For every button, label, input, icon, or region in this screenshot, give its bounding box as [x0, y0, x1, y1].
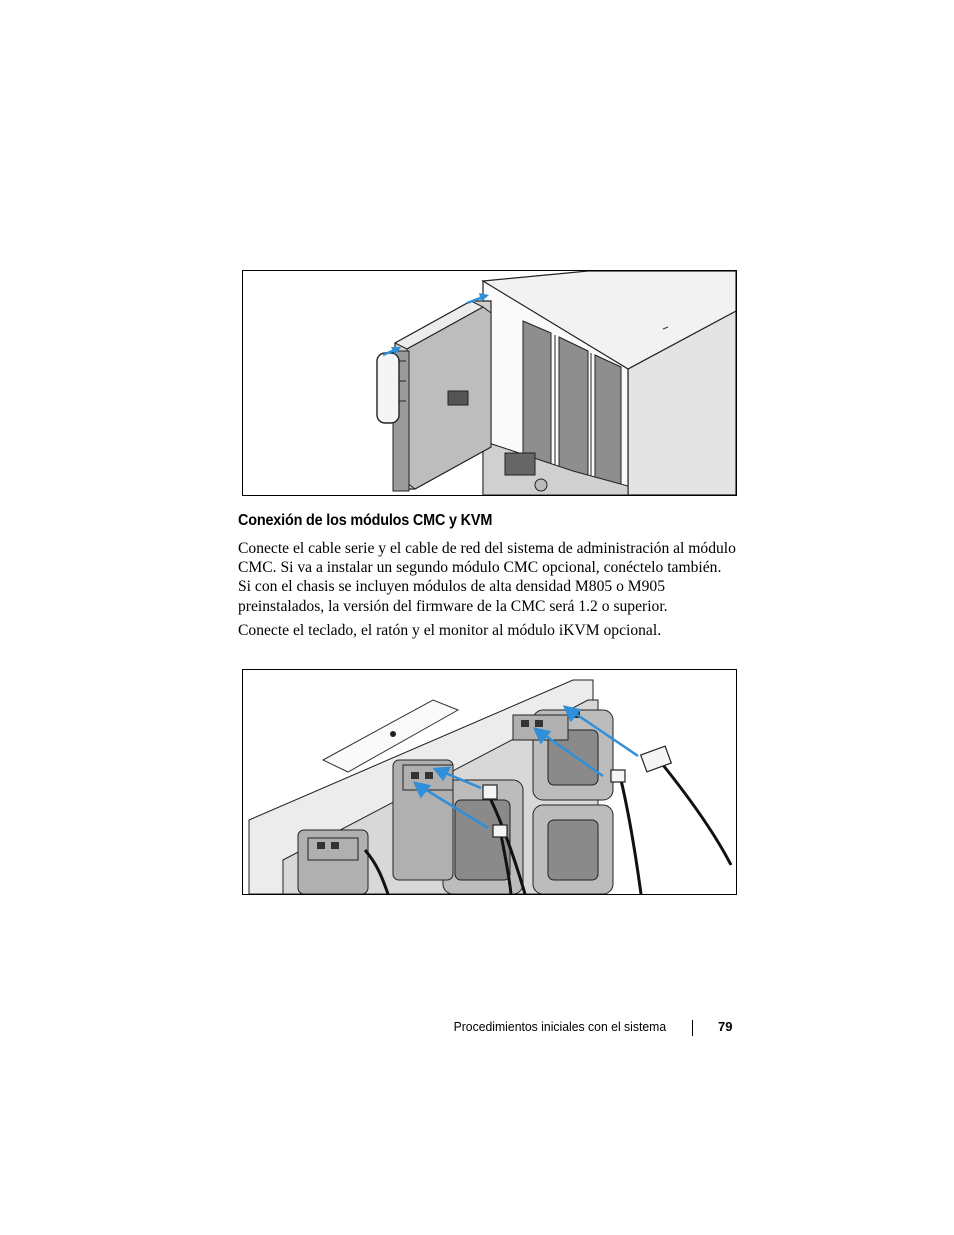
cable-connection-figure [242, 669, 737, 895]
cable-illustration [243, 670, 736, 894]
chassis-illustration [243, 271, 736, 495]
page-number: 79 [718, 1019, 733, 1034]
footer-separator [692, 1020, 693, 1036]
paragraph-cmc-connection: Conecte el cable serie y el cable de red del sistema de administración al módulo CMC. Si va a instalar un segundo módulo CMC opcional, conéctelo también. Si con el chasis se incluyen módulos de alta densidad M805 o M905 preinstalados, la versión del firmware de la CMC será 1.2 o superior. [238, 540, 736, 615]
paragraph-ikvm-connection: Conecte el teclado, el ratón y el monitor al módulo iKVM opcional. [238, 622, 662, 639]
section-heading: Conexión de los módulos CMC y KVM [238, 512, 493, 529]
page-footer [0, 1019, 954, 1039]
footer-title: Procedimientos iniciales con el sistema [453, 1019, 666, 1034]
chassis-module-figure [242, 270, 737, 496]
